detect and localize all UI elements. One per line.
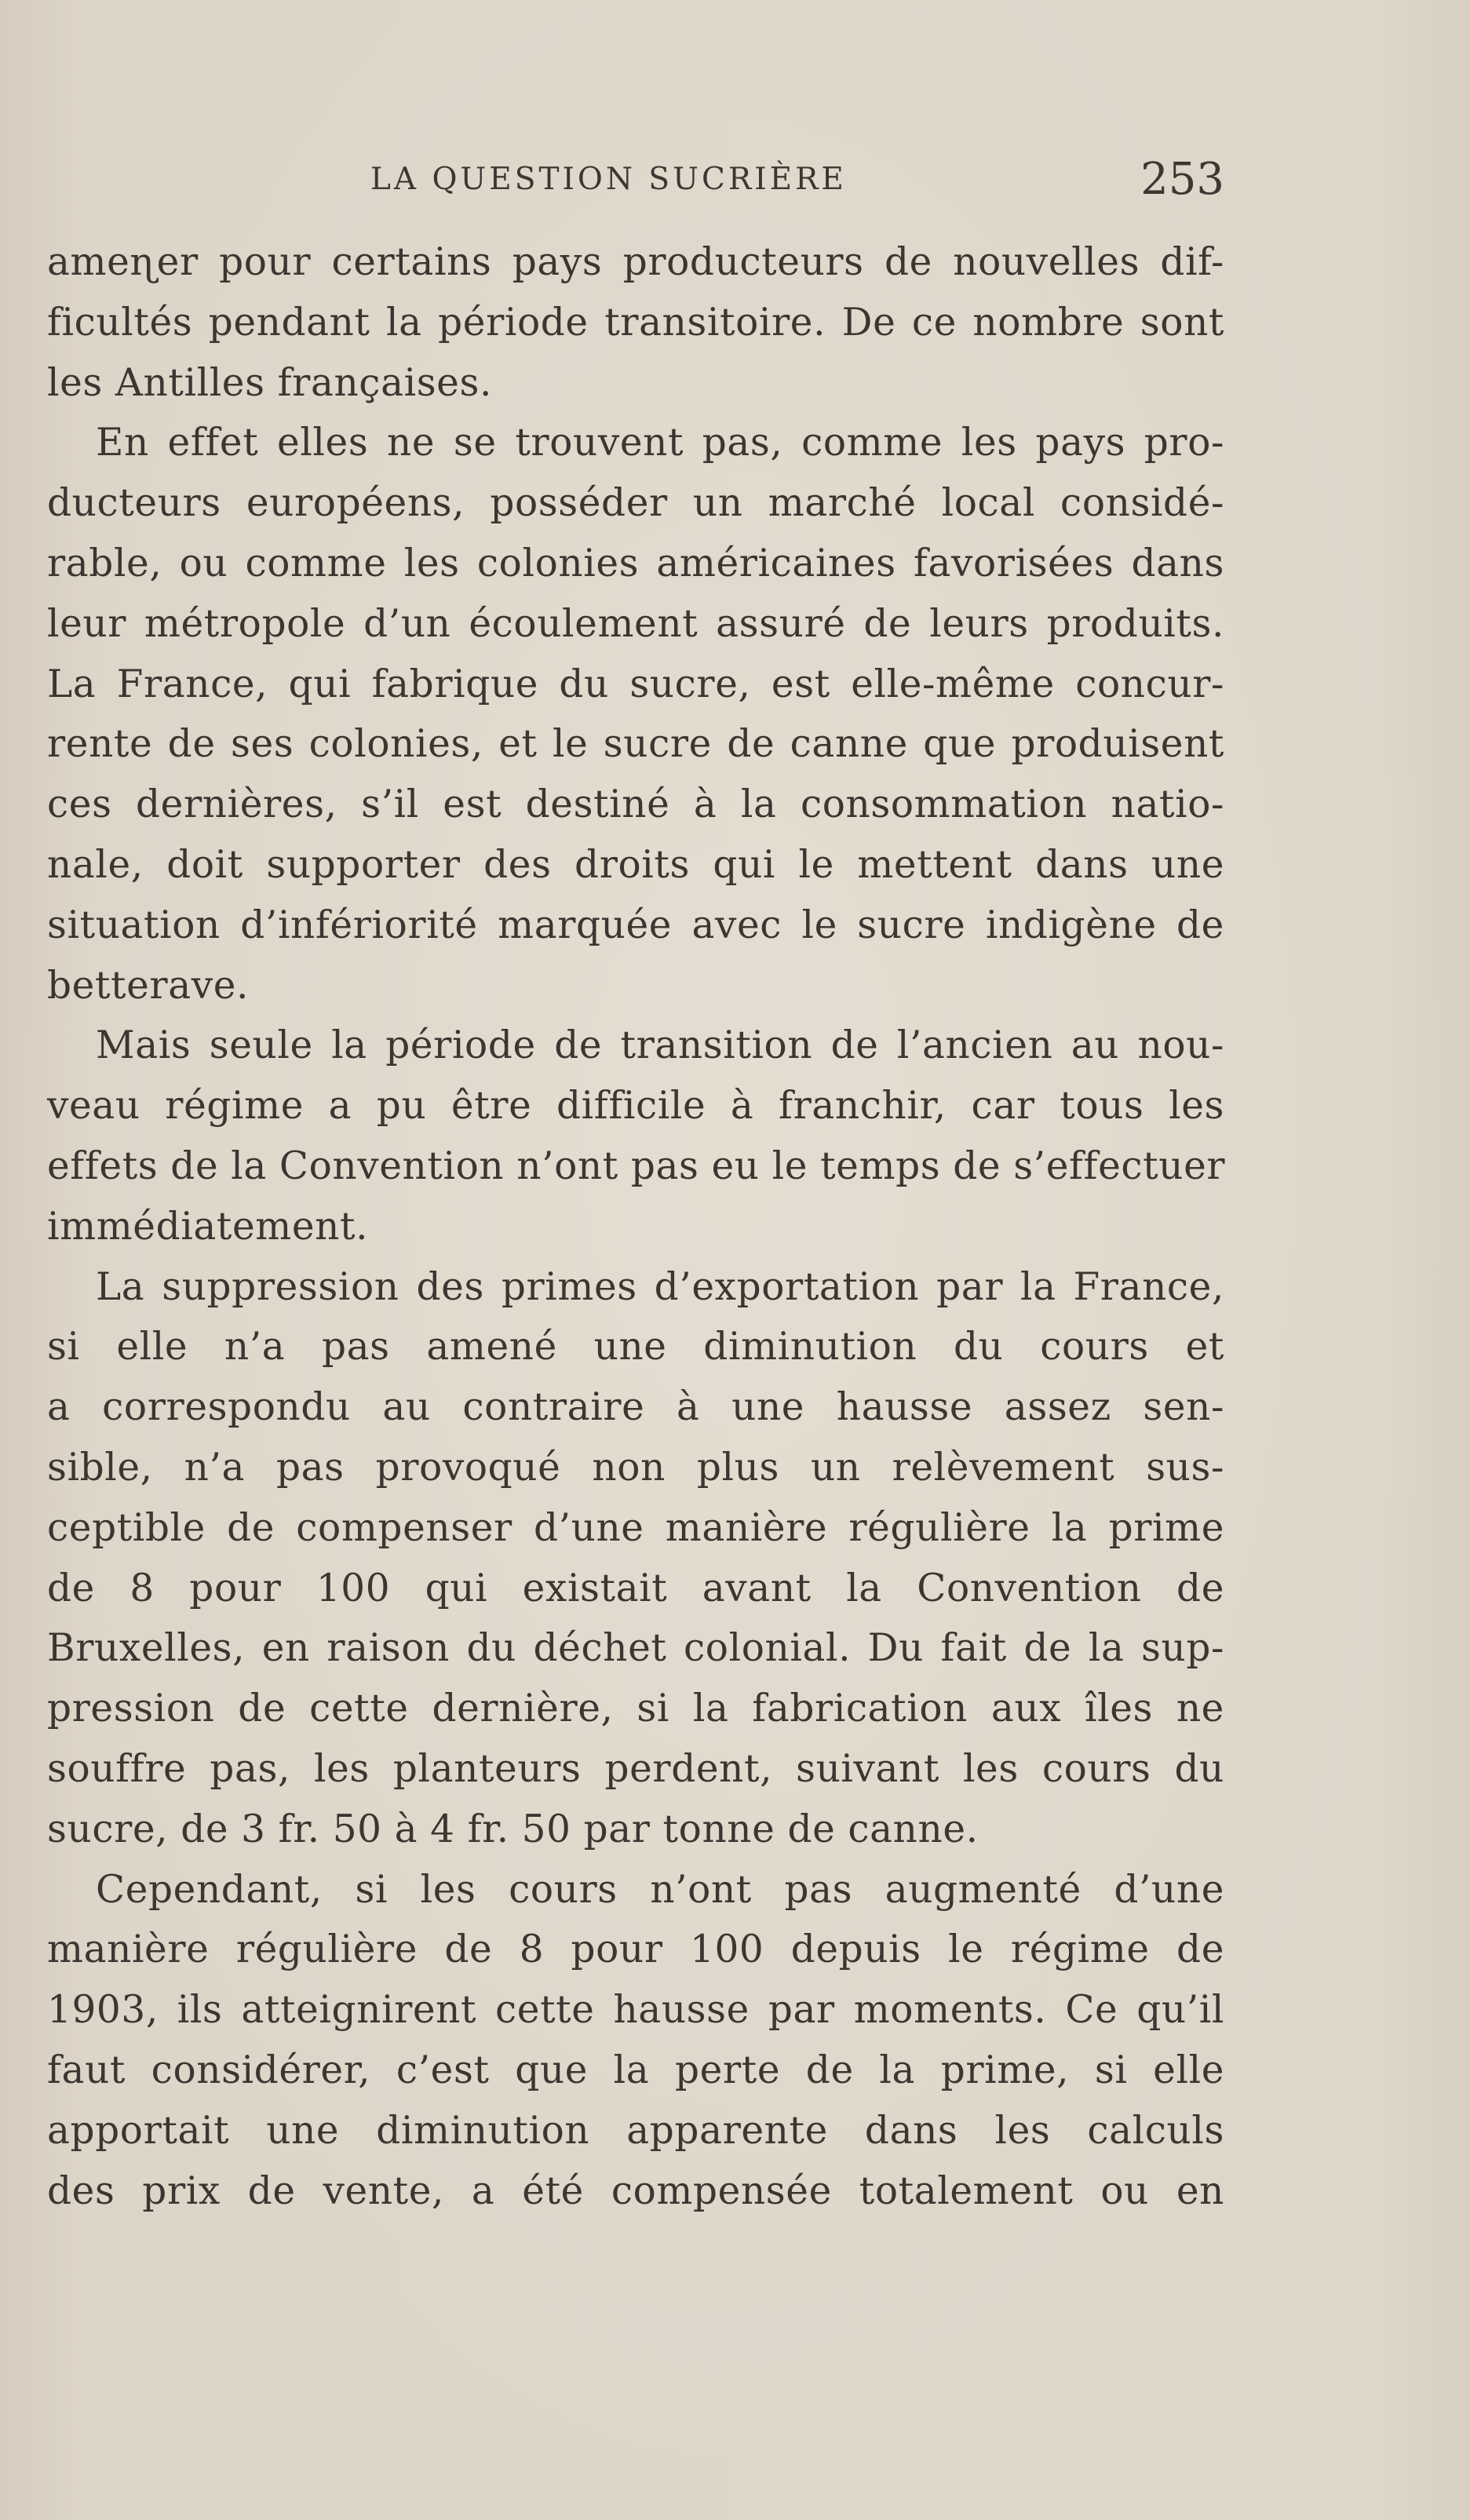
text-line: veau régime a pu être difficile à franchir, car tous les <box>47 1084 1224 1129</box>
text-line: si elle n’a pas amené une diminution du cours et <box>47 1325 1224 1369</box>
text-line: pression de cette dernière, si la fabrication aux îles ne <box>47 1687 1224 1731</box>
text-line: effets de la Convention n’ont pas eu le temps de s’effectuer <box>47 1143 1226 1188</box>
text-line: sible, n’a pas provoqué non plus un relèvement sus- <box>47 1445 1224 1490</box>
text-line: 1903, ils atteignirent cette hausse par moments. Ce qu’il <box>47 1988 1224 2033</box>
text-line: sucre, de 3 fr. 50 à 4 fr. 50 par tonne de canne. <box>47 1807 979 1851</box>
text-line: situation d’infériorité marquée avec le sucre indigène de <box>47 903 1224 947</box>
text-line: immédiatement. <box>47 1204 369 1249</box>
text-line: nale, doit supporter des droits qui le mettent dans une <box>47 842 1224 887</box>
text-line: de 8 pour 100 qui existait avant la Convention de <box>47 1566 1224 1610</box>
text-line: ameɳer pour certains pays producteurs de nouvelles dif- <box>47 240 1224 284</box>
text-line: les Antilles françaises. <box>47 360 492 405</box>
text-line: leur métropole d’un écoulement assuré de leurs produits. <box>47 601 1224 646</box>
text-line: La suppression des primes d’exportation par la France, <box>96 1264 1224 1309</box>
running-title: LA QUESTION SUCRIÈRE <box>370 162 847 197</box>
text-line: manière régulière de 8 pour 100 depuis le régime de <box>47 1927 1224 1972</box>
text-line: apportait une diminution apparente dans les calculs <box>47 2108 1224 2153</box>
running-head <box>47 154 1224 209</box>
text-line: En effet elles ne se trouvent pas, comme les pays pro- <box>96 421 1224 465</box>
text-line: ficultés pendant la période transitoire. De ce nombre sont <box>47 300 1224 345</box>
text-line: Bruxelles, en raison du déchet colonial. Du fait de la sup- <box>47 1626 1224 1671</box>
text-line: ces dernières, s’il est destiné à la consommation natio- <box>47 782 1224 827</box>
text-line: souffre pas, les planteurs perdent, suivant les cours du <box>47 1746 1224 1791</box>
text-line: a correspondu au contraire à une hausse assez sen- <box>47 1385 1224 1430</box>
text-line: des prix de vente, a été compensée totalement ou en <box>47 2168 1224 2213</box>
text-line: Mais seule la période de transition de l’ancien au nou- <box>96 1023 1224 1068</box>
text-line: faut considérer, c’est que la perte de la prime, si elle <box>47 2048 1224 2092</box>
text-line: rente de ses colonies, et le sucre de canne que produisent <box>47 722 1224 767</box>
text-line: Cependant, si les cours n’ont pas augmenté d’une <box>96 1867 1224 1912</box>
text-line: ceptible de compenser d’une manière régulière la prime <box>47 1505 1224 1550</box>
body-text <box>47 232 1224 2221</box>
text-line: betterave. <box>47 963 250 1008</box>
text-line: rable, ou comme les colonies américaines favorisées dans <box>47 541 1224 585</box>
text-line: ducteurs européens, posséder un marché local considé- <box>47 481 1224 526</box>
page-number: 253 <box>1140 154 1224 205</box>
text-line: La France, qui fabrique du sucre, est elle-même concur- <box>47 662 1224 706</box>
